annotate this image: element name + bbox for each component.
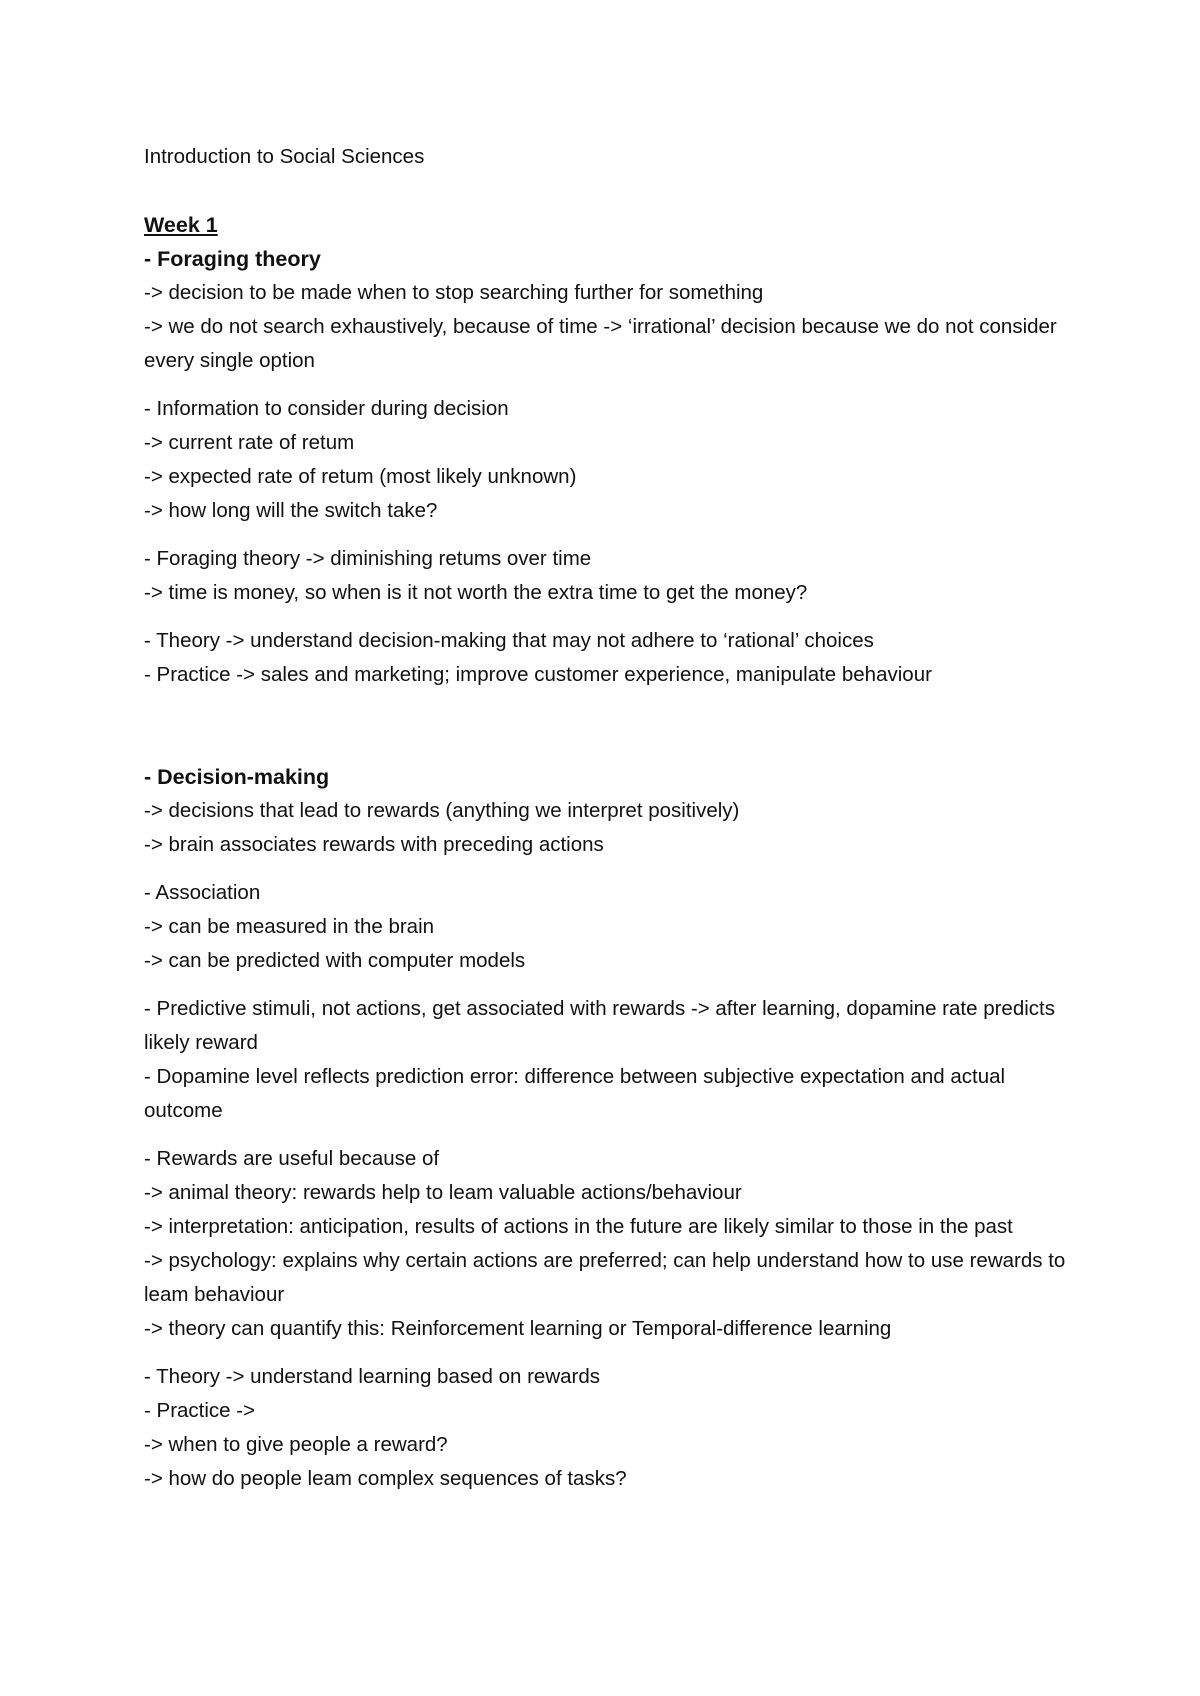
decision-line-2: -> brain associates rewards with preceding actions: [144, 833, 604, 856]
document-title: Introduction to Social Sciences: [144, 145, 425, 168]
diminishing-item: -> time is money, so when is it not worth the extra time to get the money?: [144, 581, 808, 604]
week-heading: Week 1: [144, 213, 218, 237]
decision-practice-line: - Practice ->: [144, 1399, 256, 1422]
practice-item: -> how do people leam complex sequences of tasks?: [144, 1467, 627, 1490]
document-page: [144, 140, 1069, 1496]
information-item: -> how long will the switch take?: [144, 499, 438, 522]
foraging-theory-line: - Theory -> understand decision-making that may not adhere to ‘rational’ choices: [144, 629, 874, 652]
foraging-line-1: -> decision to be made when to stop searching further for something: [144, 281, 764, 304]
decision-theory-line: - Theory -> understand learning based on rewards: [144, 1365, 601, 1388]
information-item: -> expected rate of retum (most likely unknown): [144, 465, 577, 488]
association-item: -> can be measured in the brain: [144, 915, 435, 938]
decision-heading: - Decision-making: [144, 765, 330, 789]
rewards-item: -> animal theory: rewards help to leam valuable actions/behaviour: [144, 1181, 742, 1204]
practice-item: -> when to give people a reward?: [144, 1433, 448, 1456]
rewards-item: -> psychology: explains why certain actions are preferred; can help understand how to use rewards to leam behaviour: [144, 1249, 1066, 1306]
association-heading: - Association: [144, 881, 261, 904]
rewards-item: -> theory can quantify this: Reinforcement learning or Temporal-difference learning: [144, 1317, 892, 1340]
rewards-heading: - Rewards are useful because of: [144, 1147, 440, 1170]
diminishing-heading: - Foraging theory -> diminishing retums over time: [144, 547, 592, 570]
rewards-item: -> interpretation: anticipation, results of actions in the future are likely similar to those in the past: [144, 1215, 1013, 1238]
information-heading: - Information to consider during decision: [144, 397, 509, 420]
decision-line-1: -> decisions that lead to rewards (anything we interpret positively): [144, 799, 740, 822]
foraging-heading: - Foraging theory: [144, 247, 321, 271]
foraging-practice-line: - Practice -> sales and marketing; improve customer experience, manipulate behaviour: [144, 663, 932, 686]
association-item: -> can be predicted with computer models: [144, 949, 526, 972]
predictive-stimuli-line: - Predictive stimuli, not actions, get associated with rewards -> after learning, dopamine rate predicts likely reward: [144, 997, 1055, 1054]
foraging-line-2: -> we do not search exhaustively, because of time -> ‘irrational’ decision because we do not consider every single option: [144, 315, 1057, 372]
dopamine-line: - Dopamine level reflects prediction error: difference between subjective expectation and actual outcome: [144, 1065, 1006, 1122]
information-item: -> current rate of retum: [144, 431, 355, 454]
